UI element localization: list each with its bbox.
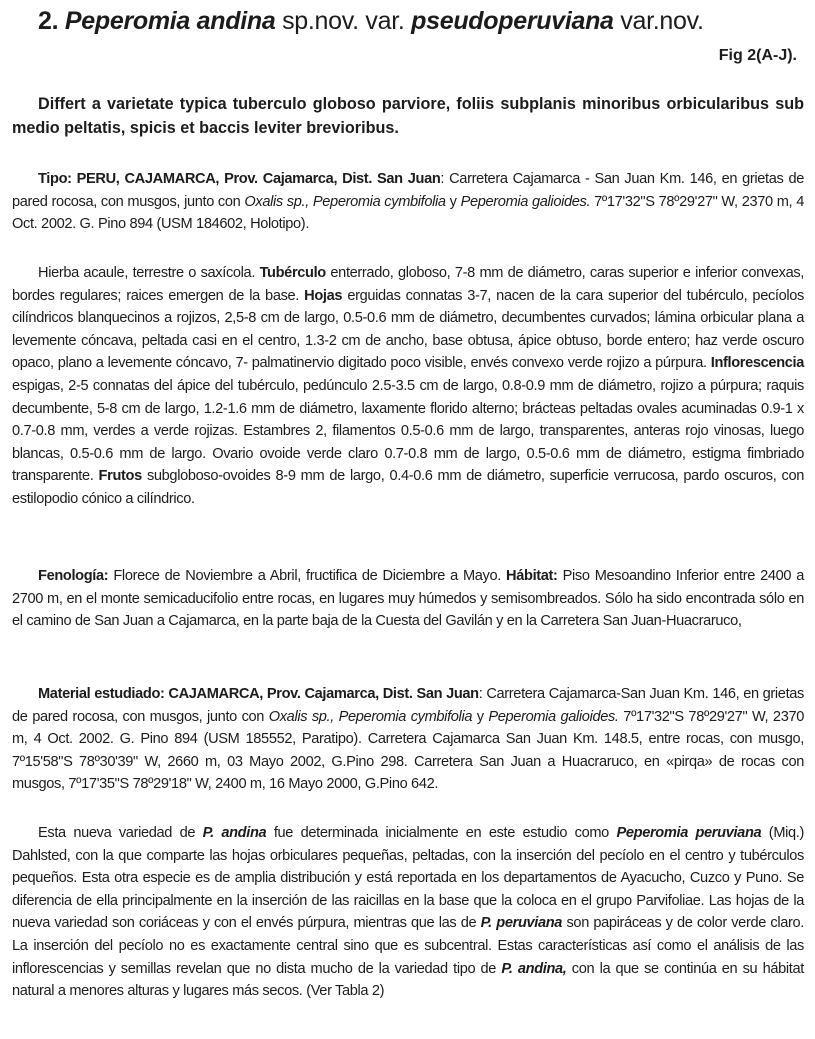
description-paragraph xyxy=(12,262,804,511)
figure-reference: Fig 2(A-J). xyxy=(718,47,797,64)
material-text-3: 7º17'32"S 78º29'27" W, 2370 m, 4 Oct. 2002. G. Pino 894 (USM 185552, Paratipo). Carretera Cajamarca San Juan Km. 148.5, entre rocas, con musgo, 7º15'58"S 78º30'39" W, 2660 m, 03 Mayo 2002, G.Pino 298. Carretera San Juan a Huacraruco, en «pirqa» de rocas con musgos, 7º17'35"S 78º29'18" W, 2400 m, 16 Mayo 2000, G.Pino 642. xyxy=(12,708,804,793)
habitat-text: Piso Mesoandino Inferior entre 2400 a 2700 m, en el monte semicaducifolio entre rocas, en lugares muy húmedos y semisombreados. Sólo ha sido encontrada sólo en el camino de San Juan a Cajamarca, en la parte baja de la Cuesta del Gavilán y en la Carretera San Juan-Huacraruco, xyxy=(12,568,804,630)
material-text-2: y xyxy=(472,708,489,725)
discussion-species-2: Peperomia peruviana xyxy=(616,825,762,841)
heading-species-name: Peperomia andina xyxy=(64,7,276,35)
discussion-text-2: (Miq.) Dahlsted, con la que comparte las hojas orbiculares pequeñas, peltadas, con la inserción del pecíolo en el centro y tubérculos pequeños. Esta otra especie es de amplia distribución y está reportada en los departamentos de Ayacucho, Cuzco y Puno. Se diferencia de ella principalmente en la inserción de las raicillas en la base que la coloca en el grupo Parvifoliae. Las hojas de la nueva variedad son coriáceas y con el envés púrpura, mientras que las de xyxy=(12,825,804,932)
type-text-1: : Carretera Cajamarca - San Juan Km. 146, en grietas de pared rocosa, con musgos, junto con xyxy=(12,171,804,210)
description-keyword-inflorescencia: Inflorescencia xyxy=(710,355,804,372)
material-label: Material estudiado: CAJAMARCA, Prov. Cajamarca, Dist. San Juan xyxy=(38,686,479,702)
heading-var-nov: var.nov. xyxy=(620,7,704,35)
material-species-1: Oxalis sp., Peperomia cymbifolia xyxy=(268,708,473,725)
description-keyword-frutos: Frutos xyxy=(98,468,142,485)
discussion-species-4: P. andina, xyxy=(501,960,567,977)
description-text-4: subgloboso-ovoides 8-9 mm de largo, 0.4-0.6 mm de diámetro, superficie verrucosa, pardo oscuros, con estilopodio cónico a cilíndrico. xyxy=(12,468,804,507)
discussion-paragraph xyxy=(12,822,804,1003)
type-text-2: y xyxy=(445,193,461,210)
type-species-2: Peperomia galioides. xyxy=(460,193,591,210)
description-keyword-tuberculo: Tubérculo xyxy=(259,265,326,281)
type-paragraph xyxy=(12,168,804,236)
heading-number: 2. xyxy=(38,7,59,35)
discussion-text-1: fue determinada inicialmente en este estudio como xyxy=(266,825,617,841)
material-species-2: Peperomia galioides. xyxy=(488,708,619,725)
phenology-label: Fenología: xyxy=(38,568,109,584)
discussion-text-0: Esta nueva variedad de xyxy=(38,825,203,841)
discussion-species-3: P. peruviana xyxy=(480,915,563,932)
type-species-1: Oxalis sp., Peperomia cymbifolia xyxy=(244,193,446,210)
discussion-text-4: con la que se continúa en su hábitat natural a menores alturas y lugares más secos. (Ver Tabla 2) xyxy=(12,960,804,1000)
heading-sp-nov: sp.nov. var. xyxy=(282,7,405,35)
description-text-1: enterrado, globoso, 7-8 mm de diámetro, caras superior e inferior convexas, bordes regulares; raices emergen de la base. xyxy=(12,265,804,304)
phenology-paragraph xyxy=(12,565,804,633)
description-keyword-hojas: Hojas xyxy=(304,287,343,304)
description-text-2: erguidas connatas 3-7, nacen de la cara superior del tubérculo, pecíolos cilíndricos blanquecinos a rojizos, 2,5-8 cm de largo, 0.5-0.6 mm de diámetro, decumbentes curvados; lámina orbicular plana a levemente cóncava, peltada casi en el centro, 1.3-2 cm de ancho, base obtusa, ápice obtuso, borde entero; haz verde oscuro opaco, plano a levemente cóncavo, 7- palmatinervio digitado poco visible, envés convexo verde rojizo a púrpura. xyxy=(12,287,804,372)
discussion-species-1: P. andina xyxy=(202,825,267,841)
latin-diagnosis: Differt a varietate typica tuberculo globoso parviore, foliis subplanis minoribus orbicularibus sub medio peltatis, spicis et baccis leviter brevioribus. xyxy=(12,95,804,137)
habitat-label: Hábitat: xyxy=(506,568,558,584)
heading-variety-name: pseudoperuviana xyxy=(411,7,614,35)
material-text-1: : Carretera Cajamarca-San Juan Km. 146, en grietas de pared rocosa, con musgos, junto con xyxy=(12,686,804,725)
description-text-3: espigas, 2-5 connatas del ápice del tubérculo, pedúnculo 2.5-3.5 cm de largo, 0.8-0.9 mm de diámetro, rojizo a púrpura; raquis decumbente, 5-8 cm de largo, 1.2-1.6 mm de diámetro, laxamente florido alterno; brácteas peltadas ovales acuminadas 0.9-1 x 0.7-0.8 mm, verdes a verde rojizas. Estambres 2, filamentos 0.5-0.6 mm de largo, transparentes, anteras rojo vinosas, luego blancas, 0.5-0.6 mm de largo. Ovario ovoide verde claro 0.7-0.8 mm de largo, 0.5-0.6 mm de diámetro, estigma fimbriado transparente. xyxy=(12,377,804,485)
discussion-text-3: son papiráceas y de color verde claro. La inserción del pecíolo no es exactamente central sino que es subcentral. Estas características así como el análisis de las inflorescencias y semillas revelan que no dista mucho de la variedad tipo de xyxy=(12,915,804,977)
material-paragraph xyxy=(12,683,804,796)
phenology-text: Florece de Noviembre a Abril, fructifica de Diciembre a Mayo. xyxy=(108,568,507,584)
species-heading xyxy=(38,6,798,36)
type-label: Tipo: PERU, CAJAMARCA, Prov. Cajamarca, Dist. San Juan xyxy=(38,171,441,187)
description-text-0: Hierba acaule, terrestre o saxícola. xyxy=(38,265,260,281)
type-text-3: 7º17'32"S 78º29'27" W, 2370 m, 4 Oct. 2002. G. Pino 894 (USM 184602, Holotipo). xyxy=(12,193,804,233)
